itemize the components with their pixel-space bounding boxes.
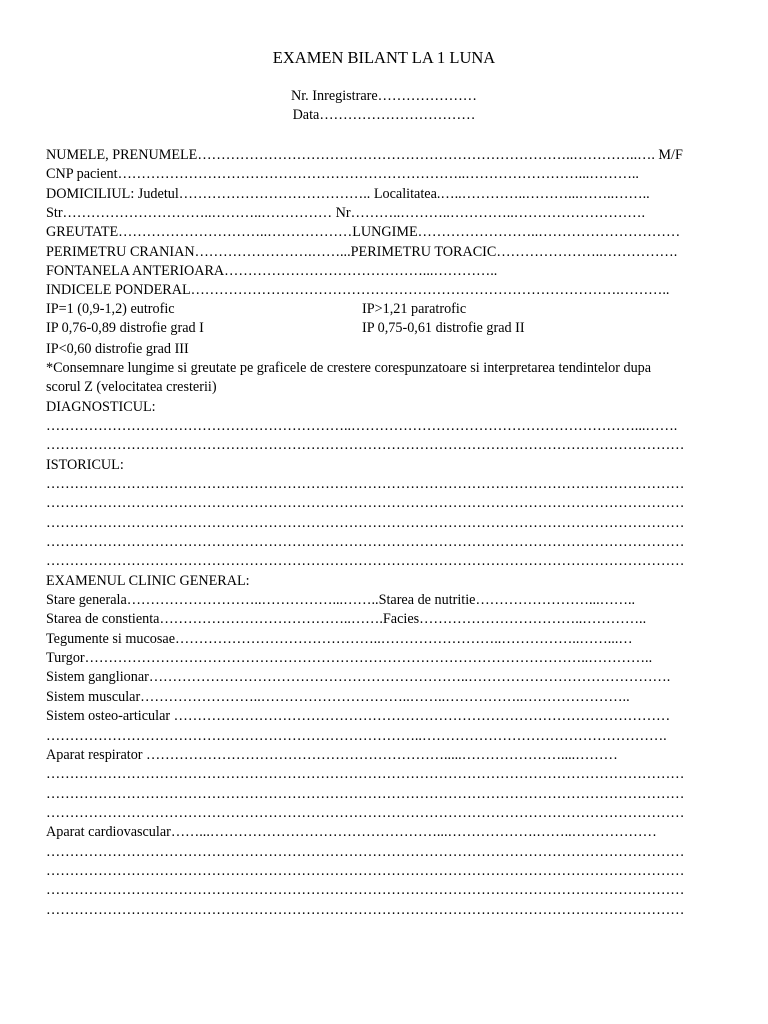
ip-distrofie-grad-2-label: IP 0,75-0,61 distrofie grad II (362, 320, 525, 336)
form-line: ……………………………………………………………………………………………………………………… (46, 785, 685, 802)
form-line: ……………………………………………………………………………………………………………………… (46, 534, 685, 550)
form-line: *Consemnare lungime si greutate pe graficele de crestere corespunzatoare si interpretarea tendintelor dupa (46, 359, 652, 376)
form-line: Turgor……………………………………………………………………………………………..………….. (46, 650, 653, 667)
form-line: ……………………………………………………………………………………………………………………… (46, 495, 685, 512)
form-line: ISTORICUL: (46, 456, 124, 473)
form-line: ……………………………………………………………………………………………………………………… (46, 843, 685, 860)
form-line: Tegumente si mucosae……………………………………..……………………..……………..……...… (46, 630, 633, 647)
form-line: Stare generala………………………..……………...……..Starea de nutritie……………………...…….. (46, 592, 636, 609)
form-line: ……………………………………………………………………………………………………………………… (46, 437, 685, 454)
form-line: ……………………………………………………………………..……………………………………………. (46, 727, 667, 744)
form-line: Str…………………………..………..…………… Nr………..………..…………..………………………. (46, 205, 646, 222)
ip-distrofie-grad-1-label: IP 0,76-0,89 distrofie grad I (46, 320, 204, 336)
form-line: ……………………………………………………………………………………………………………………… (46, 901, 685, 918)
form-line: Sistem muscular……………………..…………………………..……..……………..………………….. (46, 688, 630, 705)
form-line: ……………………………………………………………………………………………………………………… (46, 862, 685, 879)
ip-eutrofic-label: IP=1 (0,9-1,2) eutrofic (46, 301, 175, 317)
form-line: ……………………………………………………………………………………………………………………… (46, 475, 685, 492)
document-title: EXAMEN BILANT LA 1 LUNA (272, 48, 496, 67)
form-line: GREUTATE…………………………..………………LUNGIME……………………..………………………… (46, 224, 681, 241)
form-line: Starea de constienta…………………………………..…….Facies……………………………..………….. (46, 611, 647, 628)
form-line: scorul Z (velocitatea cresterii) (46, 379, 217, 396)
form-line: ……………………………………………………………………………………………………………………… (46, 553, 685, 570)
form-line: EXAMENUL CLINIC GENERAL: (46, 572, 250, 589)
form-line: CNP pacient………………………………………………………………..……………………...……….. (46, 166, 639, 183)
form-line: ……………………………………………………………………………………………………………………… (46, 766, 685, 783)
date-field: Data…………………………… (292, 107, 476, 123)
registration-number-field: Nr. Inregistrare………………… (291, 88, 477, 104)
form-line: ……………………………………………………………………………………………………………………… (46, 514, 685, 531)
form-line: ……………………………………………………………………………………………………………………… (46, 804, 685, 821)
ip-paratrofic-label: IP>1,21 paratrofic (362, 301, 467, 317)
form-line: NUMELE, PRENUMELE……………………………………………………………………..…………..…. M/F (46, 147, 683, 163)
form-line: FONTANELA ANTERIOARA……………………………………...………….. (46, 263, 498, 280)
form-line: ………………………………………………………..……………………………………………………...……. (46, 417, 678, 434)
form-line: DIAGNOSTICUL: (46, 398, 156, 415)
form-line: Sistem ganglionar…………………………………………………………..……………………………………. (46, 669, 671, 686)
form-line: INDICELE PONDERAL……………………………………………………………………………….……….. (46, 282, 670, 299)
form-line: DOMICILIUL: Judetul………………………………….. Localitatea.…..…………..………...……..…….. (46, 185, 650, 202)
form-line: Aparat respirator ……………………………………………………….....…………………....……… (46, 746, 618, 763)
form-line: Aparat cardiovascular……...…………………………………………...……………….……..……………… (46, 824, 657, 841)
form-line: IP<0,60 distrofie grad III (46, 340, 189, 357)
form-line: ……………………………………………………………………………………………………………………… (46, 882, 685, 899)
form-line: Sistem osteo-articular …………………………………………………………………………………………… (46, 708, 671, 725)
form-line: PERIMETRU CRANIAN…………………….……...PERIMETRU TORACIC…………………..……………. (46, 243, 678, 260)
